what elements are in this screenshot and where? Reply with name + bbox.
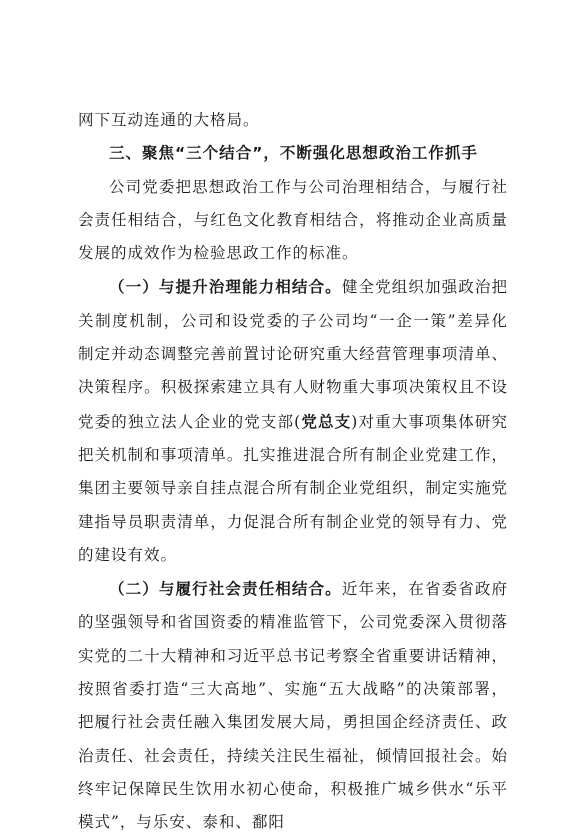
document-page [78,104,508,840]
paragraph-intro-tail: 网下互动连通的大格局。 [78,111,260,129]
item-1-body-bold: 党总支 [301,411,352,431]
paragraph-item-1 [78,270,508,572]
section-heading: 三、聚焦“三个结合”，不断强化思想政治工作抓手 [109,144,478,163]
section-intro-paragraph: 公司党委把思想政治工作与公司治理相结合，与履行社会责任相结合，与红色文化教育相结合，将推动企业高质量发展的成效作为检验思政工作的标准。 [78,177,508,263]
item-2-body: 近年来，在省委省政府的坚强领导和省国资委的精准监管下，公司党委深入贯彻落实党的二十大精神和习近平总书记考察全省重要讲话精神，按照省委打造“三大高地”、实施“五大战略”的决策部署，把履行社会责任融入集团发展大局，勇担国企经济责任、政治责任、社会责任，持续关注民生福祉，倾情回报社会。始终牢记保障民生饮用水初心使命，积极推广城乡供水“乐平模式”，与乐安、泰和、鄱阳 [78,580,508,832]
item-2-lead: （二）与履行社会责任相结合。 [109,579,342,599]
paragraph-item-2 [78,572,508,839]
item-1-body-before: 健全党组织加强政治把关制度机制，公司和设党委的子公司均“一企一策”差异化制定并动态调整完善前置讨论研究重大经营管理事项清单、决策程序。积极探索建立具有人财物重大事项决策权且不设党委的独立法人企业的党支部( [78,278,508,431]
item-1-lead: （一）与提升治理能力相结合。 [109,277,342,297]
item-1-body-after: )对重大事项集体研究把关机制和事项清单。扎实推进混合所有制企业党建工作，集团主要领导亲自挂点混合所有制企业党组织，制定实施党建指导员职责清单，力促混合所有制企业党的领导有力、党的建设有效。 [78,412,508,564]
